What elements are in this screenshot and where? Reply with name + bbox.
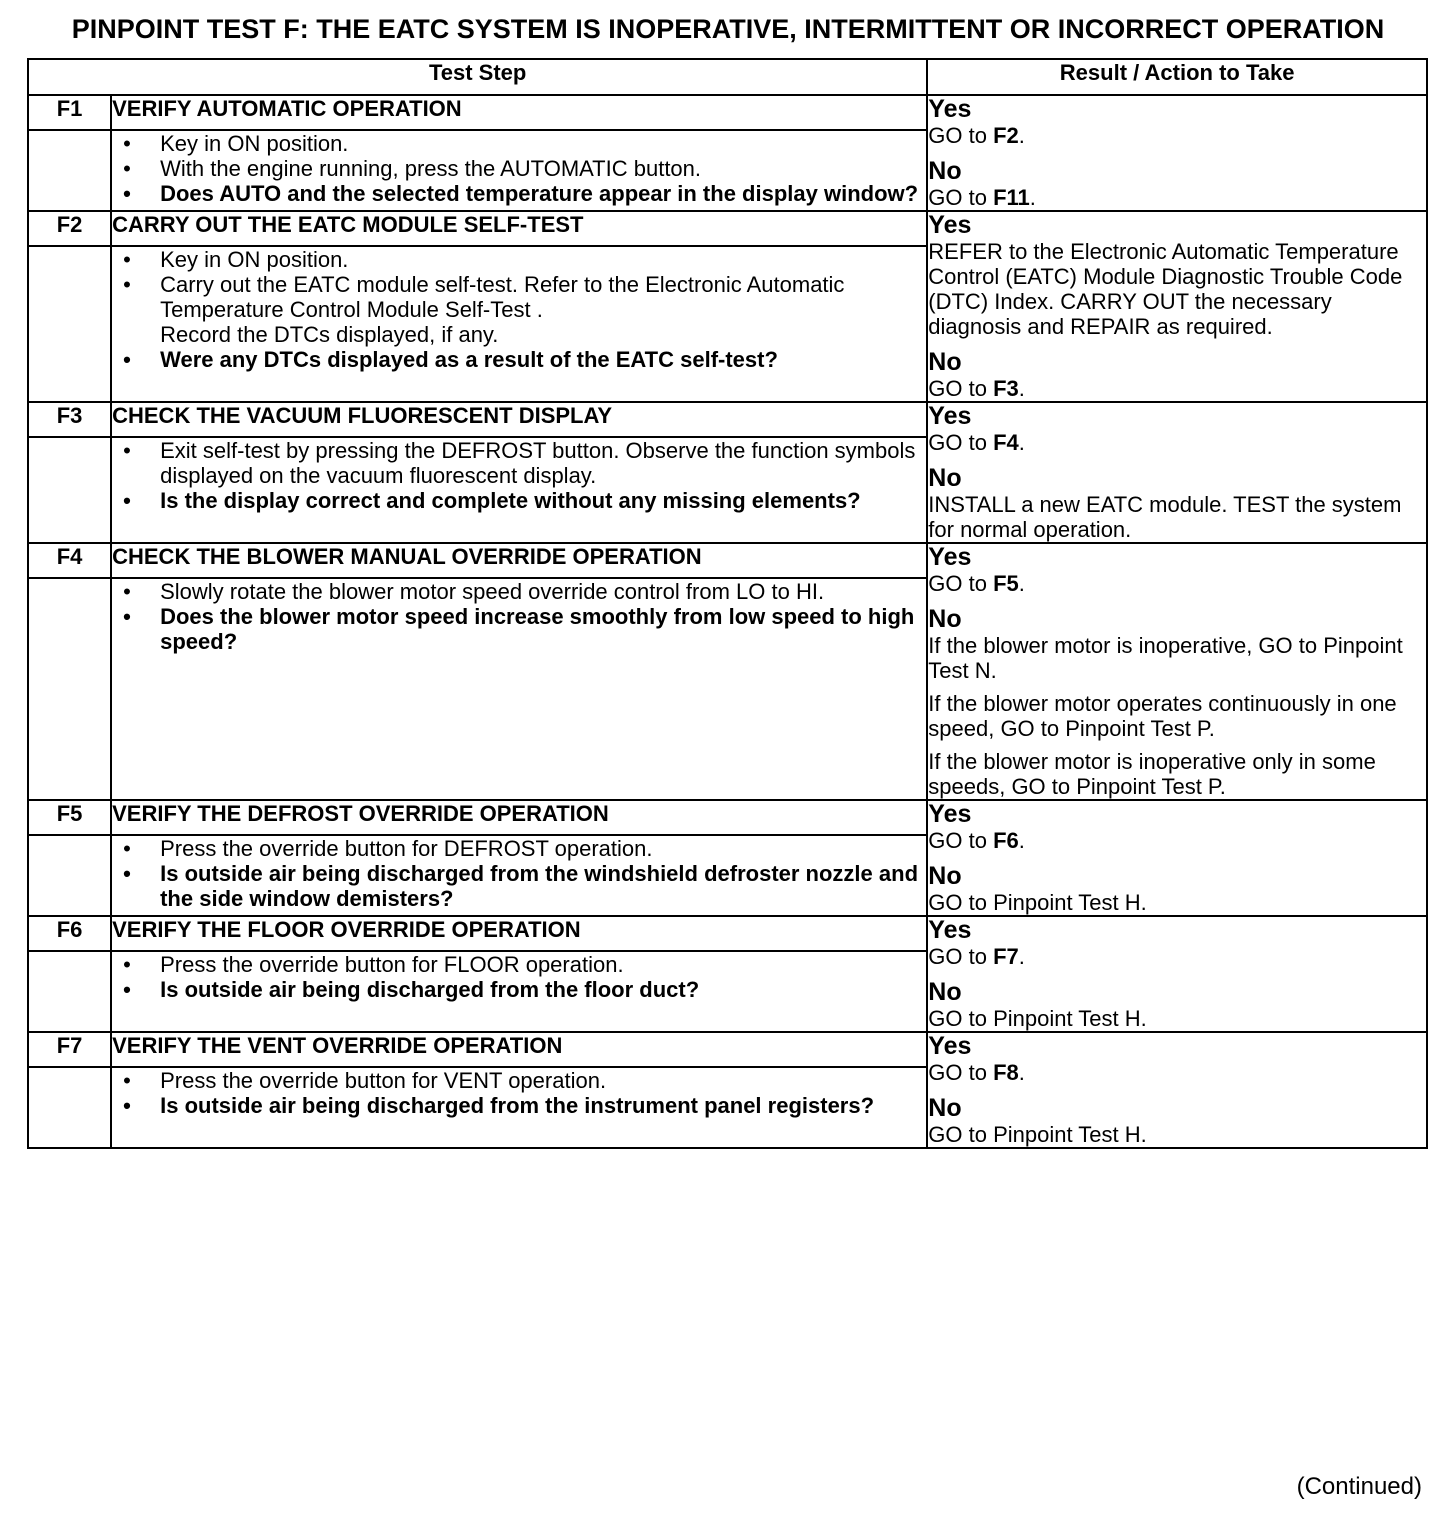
result-yes-label: Yes (928, 402, 972, 430)
step-question: • Is the display correct and complete without any missing elements? (112, 488, 926, 513)
header-result-action: Result / Action to Take (927, 59, 1427, 95)
step-bullet-list (112, 1068, 926, 1118)
step-body (111, 437, 927, 543)
step-bullet: • Key in ON position. (112, 247, 926, 272)
result-no-label: No (928, 348, 962, 376)
step-body (111, 951, 927, 1032)
result-yes-label: Yes (928, 1032, 972, 1060)
step-bullet: • Key in ON position. (112, 131, 926, 156)
result-no-text: If the blower motor is inoperative, GO to Pinpoint Test N. (928, 633, 1403, 683)
step-bullet-list (112, 836, 926, 911)
step-body (111, 246, 927, 402)
step-body (111, 130, 927, 211)
step-question: • Does the blower motor speed increase smoothly from low speed to high speed? (112, 604, 926, 654)
step-bullet-list (112, 579, 926, 654)
step-title-row-f5 (28, 800, 1427, 835)
step-title: CHECK THE BLOWER MANUAL OVERRIDE OPERATION (111, 543, 927, 578)
step-bullet-list (112, 131, 926, 206)
goto-step-link: F7 (993, 944, 1019, 969)
result-no-label: No (928, 978, 962, 1006)
step-id: F1 (28, 95, 111, 130)
step-result (927, 800, 1427, 916)
step-title-row-f3 (28, 402, 1427, 437)
result-yes-label: Yes (928, 800, 972, 828)
step-bullet: • With the engine running, press the AUTOMATIC button. (112, 156, 926, 181)
result-yes-text: GO to F7. (928, 944, 1025, 969)
result-yes-text: GO to F8. (928, 1060, 1025, 1085)
goto-step-link: F8 (993, 1060, 1019, 1085)
result-yes-text: REFER to the Electronic Automatic Temperature Control (EATC) Module Diagnostic Trouble Code (DTC) Index. CARRY OUT the necessary diagnosis and REPAIR as required. (928, 239, 1403, 339)
step-question: • Is outside air being discharged from the windshield defroster nozzle and the side window demisters? (112, 861, 926, 911)
page-title: PINPOINT TEST F: THE EATC SYSTEM IS INOPERATIVE, INTERMITTENT OR INCORRECT OPERATION (71, 14, 1385, 44)
step-id: F3 (28, 402, 111, 437)
step-bullet: • Slowly rotate the blower motor speed override control from LO to HI. (112, 579, 926, 604)
result-no-text-2: If the blower motor operates continuously in one speed, GO to Pinpoint Test P. (928, 691, 1397, 741)
step-title: VERIFY THE FLOOR OVERRIDE OPERATION (111, 916, 927, 951)
result-yes-label: Yes (928, 543, 972, 571)
step-title-row-f2 (28, 211, 1427, 246)
step-body-spacer (28, 130, 111, 211)
step-bullet: • Press the override button for FLOOR operation. (112, 952, 926, 977)
result-yes-label: Yes (928, 916, 972, 944)
result-no-label: No (928, 862, 962, 890)
step-bullet: • Press the override button for DEFROST operation. (112, 836, 926, 861)
result-no-text: INSTALL a new EATC module. TEST the system for normal operation. (928, 492, 1402, 542)
step-bullet: • Press the override button for VENT operation. (112, 1068, 926, 1093)
step-body-spacer (28, 835, 111, 916)
result-no-text: GO to Pinpoint Test H. (928, 1006, 1147, 1031)
result-no-text: GO to Pinpoint Test H. (928, 890, 1147, 915)
step-bullet-list (112, 952, 926, 1002)
table-header-row (28, 59, 1427, 95)
step-result (927, 402, 1427, 543)
step-body (111, 578, 927, 800)
step-id: F6 (28, 916, 111, 951)
step-question: • Were any DTCs displayed as a result of the EATC self-test? (112, 347, 926, 372)
pinpoint-test-table (27, 58, 1428, 1149)
goto-step-link: F2 (993, 123, 1019, 148)
step-bullet-list (112, 247, 926, 372)
continued-note: (Continued) (1296, 1473, 1422, 1500)
step-title-row-f7 (28, 1032, 1427, 1067)
step-title-row-f4 (28, 543, 1427, 578)
step-body-spacer (28, 246, 111, 402)
step-title: CARRY OUT THE EATC MODULE SELF-TEST (111, 211, 927, 246)
step-bullet: • Carry out the EATC module self-test. Refer to the Electronic Automatic Temperature Control Module Self-Test . Record the DTCs displayed, if any. (112, 272, 926, 347)
result-no-text: GO to F11. (928, 185, 1036, 210)
step-result (927, 95, 1427, 211)
result-yes-text: GO to F5. (928, 571, 1025, 596)
step-id: F5 (28, 800, 111, 835)
step-result (927, 543, 1427, 800)
goto-step-link: F11 (993, 185, 1030, 210)
result-no-label: No (928, 157, 962, 185)
step-id: F2 (28, 211, 111, 246)
step-body (111, 835, 927, 916)
step-title-row-f6 (28, 916, 1427, 951)
result-no-label: No (928, 464, 962, 492)
result-no-text: GO to F3. (928, 376, 1025, 401)
step-body (111, 1067, 927, 1148)
result-no-text: GO to Pinpoint Test H. (928, 1122, 1147, 1147)
step-title: VERIFY AUTOMATIC OPERATION (111, 95, 927, 130)
result-yes-label: Yes (928, 95, 972, 123)
step-question: • Is outside air being discharged from the instrument panel registers? (112, 1093, 926, 1118)
result-yes-text: GO to F4. (928, 430, 1025, 455)
step-title-row-f1 (28, 95, 1427, 130)
step-title: CHECK THE VACUUM FLUORESCENT DISPLAY (111, 402, 927, 437)
goto-step-link: F4 (993, 430, 1019, 455)
result-yes-text: GO to F6. (928, 828, 1025, 853)
goto-step-link: F3 (993, 376, 1019, 401)
result-yes-text: GO to F2. (928, 123, 1025, 148)
result-no-label: No (928, 605, 962, 633)
step-result (927, 916, 1427, 1032)
step-body-spacer (28, 951, 111, 1032)
header-test-step: Test Step (28, 59, 927, 95)
goto-step-link: F5 (993, 571, 1019, 596)
step-bullet: • Exit self-test by pressing the DEFROST button. Observe the function symbols displayed on the vacuum fluorescent display. (112, 438, 926, 488)
step-body-spacer (28, 578, 111, 800)
step-title: VERIFY THE VENT OVERRIDE OPERATION (111, 1032, 927, 1067)
step-title: VERIFY THE DEFROST OVERRIDE OPERATION (111, 800, 927, 835)
result-no-label: No (928, 1094, 962, 1122)
step-id: F7 (28, 1032, 111, 1067)
step-question: • Does AUTO and the selected temperature appear in the display window? (112, 181, 926, 206)
step-body-spacer (28, 437, 111, 543)
step-note: Record the DTCs displayed, if any. (160, 322, 499, 347)
step-bullet-list (112, 438, 926, 513)
result-yes-label: Yes (928, 211, 972, 239)
step-id: F4 (28, 543, 111, 578)
step-result (927, 1032, 1427, 1148)
step-question: • Is outside air being discharged from the floor duct? (112, 977, 926, 1002)
step-result (927, 211, 1427, 402)
result-no-text-3: If the blower motor is inoperative only in some speeds, GO to Pinpoint Test P. (928, 749, 1376, 799)
goto-step-link: F6 (993, 828, 1019, 853)
step-body-spacer (28, 1067, 111, 1148)
